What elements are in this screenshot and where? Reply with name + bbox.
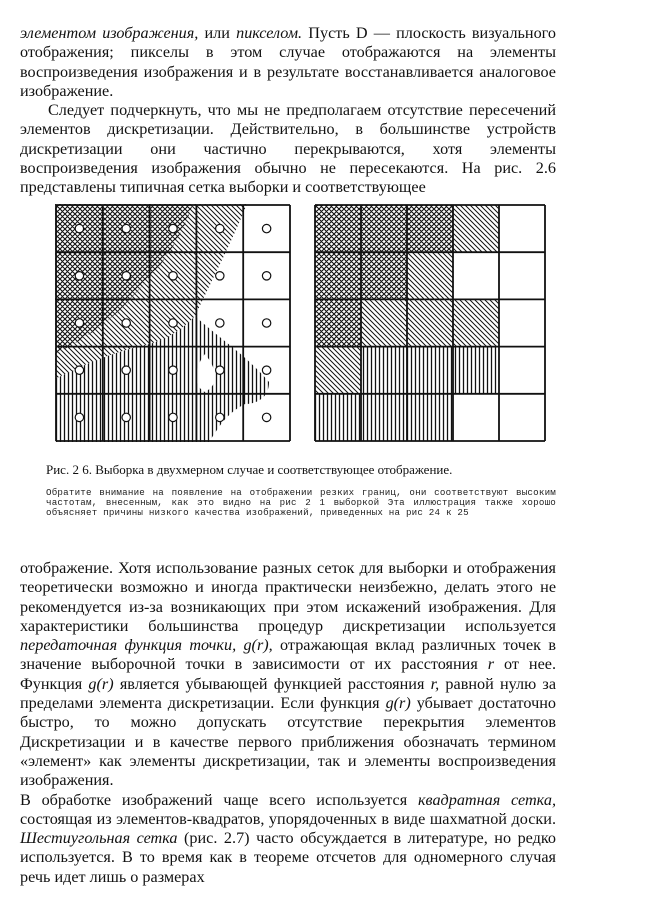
sample-point (262, 224, 270, 232)
sample-point (75, 319, 83, 327)
sampling-grid-figure (55, 204, 291, 442)
display-cell-vert (453, 347, 499, 394)
display-cell-blank (499, 394, 545, 441)
text-run: Пусть D — плоскость визуального отображения; пикселы в этом случае отображаются на элементы воспроизведения изображения и в результате восстанавливается аналоговое изображение. (20, 24, 556, 100)
figure-note: Обратите внимание на появление на отображении резких границ, они соответствуют высоким частотам, внесенным, как это видно на рис 2 1 выборкой Эта иллюстрация также хорошо объясняет причины низкого качества изображений, приведенных на рис 24 к 25 (46, 487, 556, 519)
display-cells (315, 205, 545, 441)
text-run: В обработке изображений чаще всего используется (20, 790, 418, 809)
sample-point (169, 413, 177, 421)
sample-point (216, 366, 224, 374)
text-run: или (198, 24, 237, 42)
sample-point (262, 366, 270, 374)
sample-point (169, 272, 177, 280)
display-cell-cross (361, 252, 407, 299)
sample-point (262, 319, 270, 327)
display-cell-blank (499, 205, 545, 252)
display-cell-diag (407, 299, 453, 346)
display-cell-diag (315, 347, 361, 394)
text-run: отображение. Хотя использование разных сеток для выборки и отображения теоретически возможно и иногда практически неизбежно, делать этого не рекомендуется из-за возникающих при этом искажений изображения. Для характеристики большинства процедур дискретизации используется (20, 559, 556, 635)
sample-point (216, 272, 224, 280)
display-cell-diag (453, 299, 499, 346)
sample-point (169, 224, 177, 232)
display-cell-diag (453, 205, 499, 252)
paragraph-1 (20, 24, 556, 101)
var-r: r, (430, 674, 440, 693)
sample-point (75, 272, 83, 280)
term-psf: передаточная функция точки, g(r), (20, 636, 273, 655)
sample-point (262, 272, 270, 280)
display-cell-cross (361, 205, 407, 252)
display-grid-figure (314, 204, 546, 442)
text-run: отражающая вклад различных точек в значение выборочной точки в зависимости от их расстояния (20, 636, 556, 674)
display-cell-vert (361, 394, 407, 441)
term-square-grid: квадратная сетка, (417, 790, 556, 809)
display-cell-blank (453, 252, 499, 299)
sample-point (122, 224, 130, 232)
display-cell-vert (315, 394, 361, 441)
sample-point (75, 413, 83, 421)
display-cell-cross (315, 205, 361, 252)
sample-point (216, 224, 224, 232)
display-cell-cross (407, 205, 453, 252)
term-element: элементом изображения, (20, 24, 199, 42)
display-cell-vert (361, 347, 407, 394)
sample-point (75, 224, 83, 232)
bottom-text-block (20, 559, 556, 887)
sample-point (122, 272, 130, 280)
sample-point (122, 319, 130, 327)
paragraph-4 (20, 791, 556, 887)
display-cell-blank (499, 299, 545, 346)
top-text-block (20, 24, 556, 198)
sample-point (122, 366, 130, 374)
text-run: равной нулю за пределами элемента дискретизации. Если функция (20, 674, 557, 713)
display-cell-blank (499, 347, 545, 394)
display-cell-diag (361, 299, 407, 346)
text-run: является убывающей функцией расстояния (113, 674, 431, 693)
text-run: убывает достаточно быстро, то можно допускать отсутствие перекрытия элементов Дискретизации и в качестве первого приближения обозначать термином «элемент» как элементы дискретизации, так и элементы воспроизведения изображения. (20, 694, 556, 790)
sample-point (216, 319, 224, 327)
sample-point (122, 413, 130, 421)
display-cell-diag (407, 252, 453, 299)
text-run: от нее. Функция (20, 655, 556, 693)
display-cell-vert (407, 347, 453, 394)
display-cell-cross (315, 252, 361, 299)
sample-point (169, 319, 177, 327)
text-run: состоящая из элементов-квадратов, упорядоченных в виде шахматной доски. (20, 809, 556, 828)
display-cell-vert (407, 394, 453, 441)
sample-point (216, 413, 224, 421)
display-cell-cross (315, 299, 361, 346)
display-cell-blank (453, 394, 499, 441)
figure-caption: Рис. 2 6. Выборка в двухмерном случае и соответствующее отображение. (46, 462, 453, 477)
term-hex-grid: Шестиугольная сетка (20, 829, 178, 848)
paragraph-3 (20, 559, 556, 791)
var-r: r (487, 655, 495, 674)
term-pixel: пикселом. (236, 24, 303, 42)
var-g: g(r) (88, 674, 114, 693)
sample-point (169, 366, 177, 374)
sample-point (262, 413, 270, 421)
text-run: (рис. 2.7) часто обсуждается в литературе, но редко используется. В то время как в теореме отсчетов для одномерного случая речь идет лишь о размерах (20, 829, 556, 886)
paragraph-2: Следует подчеркнуть, что мы не предполагаем отсутствие пересечений элементов дискретизации. Действительно, в большинстве устройств дискретизации они частично перекрываются, хотя элементы воспроизведения изображения обычно не пересекаются. На рис. 2.6 представлены типичная сетка выборки и соответствующее (20, 101, 556, 197)
display-cell-blank (499, 252, 545, 299)
sample-point (75, 366, 83, 374)
var-g: g(r) (385, 694, 411, 713)
